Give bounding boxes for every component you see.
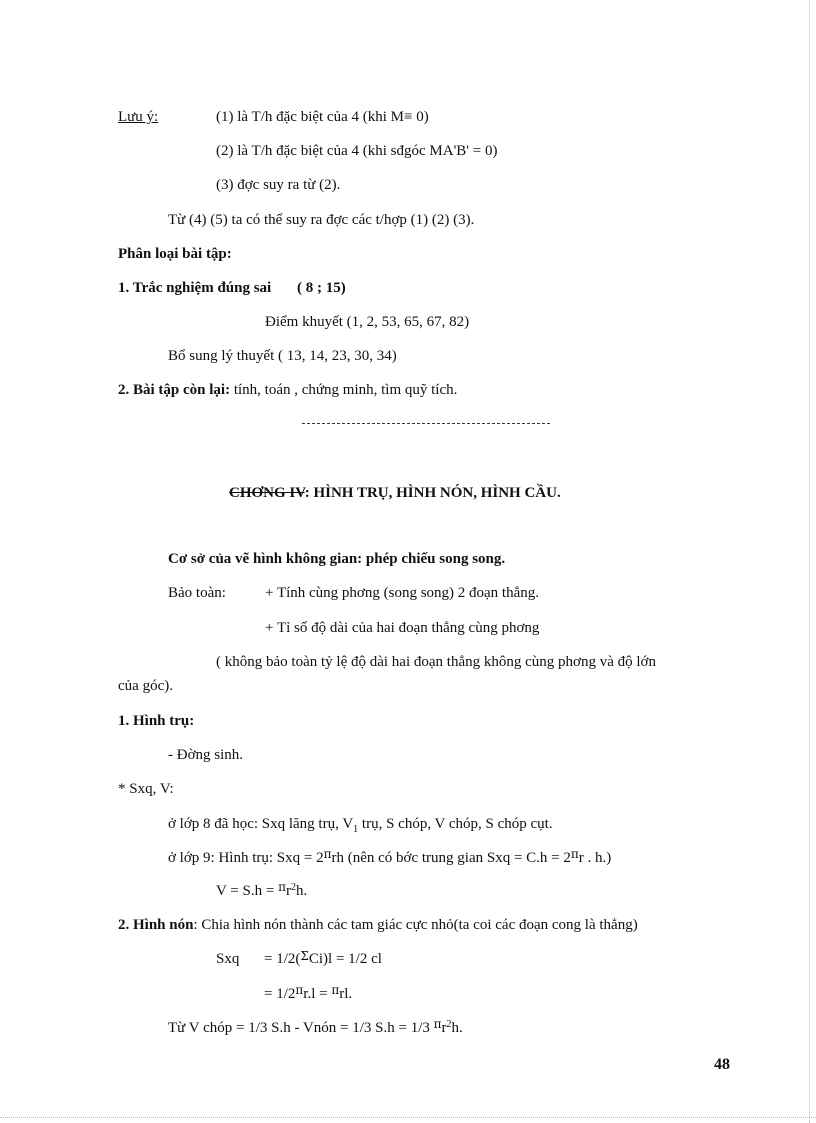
cone-sxq-eq2: [264, 985, 352, 1003]
vol-b: r: [441, 1020, 447, 1036]
grade9-b: rh (nên có bớc trung gian Sxq = C.h = 2: [331, 850, 571, 866]
classification-item-2: [118, 381, 457, 399]
volume-sup: 2: [290, 882, 296, 893]
grade9-c: r . h.): [578, 850, 612, 866]
not-preserve-2: của góc).: [118, 678, 173, 694]
sxq-v-label: * Sxq, V:: [118, 781, 174, 797]
grade8-sub: 1: [353, 824, 359, 835]
sigma-symbol: Σ: [300, 949, 309, 963]
volume-c: h.: [295, 883, 308, 899]
classification-item-1: [118, 279, 346, 297]
chapter-title: [229, 484, 561, 502]
pi-symbol: π: [278, 880, 286, 894]
classification-heading: Phân loại bài tập:: [118, 246, 232, 262]
note-conclusion: Từ (4) (5) ta có thể suy ra đợc các t/hợp (1) (2) (3).: [168, 212, 475, 228]
cylinder-heading: 1. Hình trụ:: [118, 713, 195, 729]
sxq-a: = 1/2(: [264, 951, 301, 967]
page-edge-right: [809, 0, 810, 1123]
grade8-line: [168, 815, 553, 835]
eq2-a: = 1/2: [264, 986, 296, 1002]
eq2-c: rl.: [339, 986, 353, 1002]
page-edge-bottom: [0, 1117, 816, 1118]
eq2-b: r.l =: [303, 986, 332, 1002]
chapter-prefix: CHƠNG IV: [229, 485, 305, 501]
vol-sup: 2: [446, 1019, 452, 1030]
volume-b: r: [285, 883, 291, 899]
basis-text: Cơ sở của vẽ hình không gian: phép chiếu song song.: [168, 551, 506, 567]
cylinder-generator: - Đờng sinh.: [168, 747, 244, 763]
cone-sxq-label: Sxq: [216, 951, 240, 967]
chapter-name: : HÌNH TRỤ, HÌNH NÓN, HÌNH CẦU.: [304, 485, 561, 501]
note-item-2: (2) là T/h đặc biệt của 4 (khi sđgóc MA'B' = 0): [216, 143, 498, 159]
pi-symbol: π: [433, 1017, 442, 1031]
grade8-a: ở lớp 8 đã học: Sxq lăng trụ, V: [168, 816, 354, 832]
cone-heading-text: : Chia hình nón thành các tam giác cực nhỏ(ta coi các đoạn cong là thẳng): [193, 917, 638, 933]
missing-points: Điểm khuyết (1, 2, 53, 65, 67, 82): [265, 314, 470, 330]
pi-symbol: π: [323, 847, 332, 861]
note-label: Lưu ý:: [118, 109, 159, 125]
grade9-line: [168, 849, 611, 867]
supplement-theory: Bổ sung lý thuyết ( 13, 14, 23, 30, 34): [168, 348, 397, 364]
grade9-a: ở lớp 9: Hình trụ: Sxq = 2: [168, 850, 324, 866]
vol-c: h.: [451, 1020, 463, 1036]
preserve-label: Bảo toàn:: [168, 585, 226, 601]
vol-a: Từ V chóp = 1/3 S.h - Vnón = 1/3 S.h = 1/3: [168, 1020, 434, 1036]
sxq-b: Ci)l = 1/2 cl: [308, 951, 382, 967]
cone-heading-title: 2. Hình nón: [118, 917, 194, 933]
cylinder-volume: [216, 882, 307, 902]
item2-text: tính, toán , chứng minh, tìm quỹ tích.: [230, 382, 458, 398]
note-item-1: (1) là T/h đặc biệt của 4 (khi M≡ 0): [216, 109, 429, 125]
item1-ref: ( 8 ; 15): [296, 280, 346, 296]
page-number: 48: [714, 1056, 730, 1073]
volume-a: V = S.h =: [216, 883, 279, 899]
preserve-2: + Tỉ số độ dài của hai đoạn thẳng cùng phơng: [265, 620, 540, 636]
pi-symbol: π: [295, 983, 304, 997]
cone-sxq-eq1: [264, 950, 382, 968]
note-item-3: (3) đợc suy ra từ (2).: [216, 177, 341, 193]
not-preserve-1: ( không bảo toàn tỷ lệ độ dài hai đoạn thẳng không cùng phơng và độ lớn: [216, 654, 656, 670]
cone-volume: [168, 1019, 463, 1039]
pi-symbol: π: [331, 983, 340, 997]
item1-title: 1. Trắc nghiệm đúng sai: [118, 280, 272, 296]
pi-symbol: π: [570, 847, 579, 861]
cone-heading: [118, 916, 638, 934]
item2-title: 2. Bài tập còn lại:: [118, 382, 231, 398]
section-divider: [302, 423, 550, 424]
preserve-1: + Tính cùng phơng (song song) 2 đoạn thẳng.: [265, 585, 540, 601]
grade8-b: trụ, S chóp, V chóp, S chóp cụt.: [358, 816, 553, 832]
